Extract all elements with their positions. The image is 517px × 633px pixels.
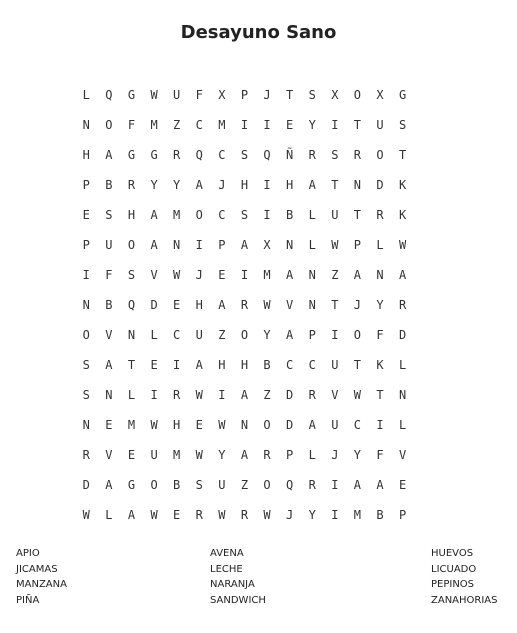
grid-letter[interactable]: W: [150, 88, 158, 102]
grid-letter[interactable]: H: [127, 208, 136, 222]
grid-letter[interactable]: W: [173, 268, 181, 282]
grid-letter[interactable]: B: [376, 508, 384, 522]
grid-letter[interactable]: S: [82, 358, 90, 372]
grid-letter[interactable]: J: [286, 508, 294, 522]
word-item: MANZANA: [16, 579, 67, 590]
grid-letter[interactable]: X: [376, 88, 384, 102]
grid-letter[interactable]: O: [263, 478, 271, 492]
word-item: ZANAHORIAS: [431, 594, 498, 606]
grid-row: [75, 140, 414, 170]
grid-letter[interactable]: T: [127, 358, 136, 372]
grid-letter[interactable]: P: [240, 88, 249, 102]
grid-letter[interactable]: I: [263, 208, 271, 222]
grid-letter[interactable]: L: [308, 208, 316, 222]
grid-letter[interactable]: O: [376, 148, 384, 162]
grid-letter[interactable]: Z: [218, 328, 226, 342]
grid-letter[interactable]: Q: [195, 148, 203, 162]
grid-letter[interactable]: A: [308, 418, 316, 432]
grid-letter[interactable]: C: [218, 208, 226, 222]
grid-letter[interactable]: M: [218, 118, 226, 132]
word-column-1: [16, 546, 67, 608]
grid-letter[interactable]: I: [240, 268, 249, 282]
grid-letter[interactable]: I: [331, 478, 339, 492]
letter-grid: [75, 80, 414, 530]
grid-letter[interactable]: A: [218, 298, 226, 312]
grid-letter[interactable]: D: [286, 418, 294, 432]
grid-row: [75, 350, 414, 380]
grid-letter[interactable]: P: [398, 508, 407, 522]
word-item: JICAMAS: [16, 563, 58, 575]
grid-row: [75, 500, 414, 530]
grid-row: [75, 380, 414, 410]
grid-letter[interactable]: C: [286, 358, 294, 372]
grid-letter[interactable]: R: [195, 508, 203, 522]
grid-letter[interactable]: R: [82, 448, 90, 462]
grid-letter[interactable]: I: [218, 388, 226, 402]
grid-letter[interactable]: S: [82, 388, 90, 402]
grid-letter[interactable]: N: [353, 178, 362, 192]
grid-letter[interactable]: E: [105, 418, 113, 432]
grid-letter[interactable]: C: [173, 328, 181, 342]
grid-letter[interactable]: V: [398, 448, 407, 462]
grid-letter[interactable]: M: [173, 448, 181, 462]
grid-letter[interactable]: L: [150, 328, 158, 342]
grid-letter[interactable]: P: [286, 448, 294, 462]
grid-letter[interactable]: A: [286, 268, 294, 282]
grid-letter[interactable]: M: [150, 118, 158, 132]
grid-letter[interactable]: A: [105, 148, 113, 162]
grid-letter[interactable]: L: [398, 418, 407, 432]
grid-letter[interactable]: Y: [173, 178, 181, 192]
grid-letter[interactable]: N: [308, 268, 316, 282]
grid-letter[interactable]: P: [308, 328, 316, 342]
grid-letter[interactable]: S: [195, 478, 203, 492]
grid-letter[interactable]: N: [82, 298, 90, 312]
grid-letter[interactable]: E: [173, 508, 181, 522]
grid-letter[interactable]: B: [105, 298, 113, 312]
grid-letter[interactable]: I: [331, 328, 339, 342]
grid-letter[interactable]: K: [376, 358, 384, 372]
grid-letter[interactable]: O: [105, 118, 113, 132]
grid-letter[interactable]: W: [398, 238, 407, 252]
grid-letter[interactable]: A: [150, 208, 158, 222]
grid-letter[interactable]: H: [286, 178, 294, 192]
grid-row: [75, 470, 414, 500]
grid-letter[interactable]: E: [127, 448, 136, 462]
grid-letter[interactable]: H: [195, 298, 203, 312]
grid-letter[interactable]: V: [331, 388, 339, 402]
grid-letter[interactable]: W: [218, 418, 226, 432]
grid-letter[interactable]: S: [105, 208, 113, 222]
grid-letter[interactable]: I: [376, 418, 384, 432]
grid-letter[interactable]: E: [173, 298, 181, 312]
grid-letter[interactable]: B: [105, 178, 113, 192]
grid-letter[interactable]: T: [353, 358, 362, 372]
grid-letter[interactable]: S: [240, 208, 249, 222]
grid-letter[interactable]: P: [82, 238, 90, 252]
grid-letter[interactable]: N: [82, 118, 90, 132]
grid-letter[interactable]: I: [263, 178, 271, 192]
grid-row: [75, 410, 414, 440]
grid-letter[interactable]: K: [398, 208, 407, 222]
grid-letter[interactable]: A: [240, 238, 249, 252]
grid-letter[interactable]: X: [218, 88, 226, 102]
grid-letter[interactable]: F: [105, 268, 113, 282]
grid-letter[interactable]: A: [376, 478, 384, 492]
grid-letter[interactable]: D: [398, 328, 407, 342]
grid-letter[interactable]: P: [218, 238, 226, 252]
grid-letter[interactable]: M: [173, 208, 181, 222]
grid-letter[interactable]: M: [353, 508, 362, 522]
grid-letter[interactable]: Y: [308, 508, 316, 522]
grid-letter[interactable]: A: [105, 358, 113, 372]
grid-letter[interactable]: W: [263, 298, 271, 312]
grid-row: [75, 260, 414, 290]
grid-letter[interactable]: R: [376, 208, 384, 222]
grid-letter[interactable]: A: [353, 268, 362, 282]
grid-letter[interactable]: U: [331, 208, 339, 222]
grid-letter[interactable]: Ñ: [286, 148, 294, 162]
grid-letter[interactable]: M: [127, 418, 136, 432]
grid-letter[interactable]: L: [308, 448, 316, 462]
grid-letter[interactable]: X: [331, 88, 339, 102]
word-item: LECHE: [210, 563, 243, 575]
grid-row: [75, 320, 414, 350]
grid-letter[interactable]: T: [353, 118, 362, 132]
grid-letter[interactable]: L: [376, 238, 384, 252]
grid-letter[interactable]: R: [353, 148, 362, 162]
grid-letter[interactable]: L: [127, 388, 136, 402]
grid-letter[interactable]: F: [127, 118, 136, 132]
grid-letter[interactable]: O: [127, 238, 136, 252]
grid-letter[interactable]: S: [308, 88, 316, 102]
grid-letter[interactable]: M: [263, 268, 271, 282]
grid-letter[interactable]: A: [353, 478, 362, 492]
grid-letter[interactable]: U: [331, 418, 339, 432]
grid-letter[interactable]: R: [240, 298, 249, 312]
grid-letter[interactable]: W: [195, 388, 203, 402]
grid-letter[interactable]: E: [286, 118, 294, 132]
grid-letter[interactable]: Z: [173, 118, 181, 132]
grid-letter[interactable]: G: [150, 148, 158, 162]
grid-letter[interactable]: H: [173, 418, 181, 432]
grid-letter[interactable]: A: [105, 478, 113, 492]
word-item: SANDWICH: [210, 594, 266, 606]
grid-row: [75, 110, 414, 140]
grid-letter[interactable]: P: [353, 238, 362, 252]
grid-letter[interactable]: B: [286, 208, 294, 222]
word-item: HUEVOS: [431, 548, 474, 559]
grid-letter[interactable]: I: [263, 118, 271, 132]
grid-letter[interactable]: E: [218, 268, 226, 282]
grid-letter[interactable]: N: [376, 268, 384, 282]
grid-letter[interactable]: J: [218, 178, 226, 192]
grid-letter[interactable]: T: [353, 208, 362, 222]
grid-letter[interactable]: U: [331, 358, 339, 372]
grid-letter[interactable]: G: [127, 88, 136, 102]
grid-letter[interactable]: N: [286, 238, 294, 252]
grid-letter[interactable]: W: [82, 508, 90, 522]
grid-letter[interactable]: O: [195, 208, 203, 222]
grid-letter[interactable]: J: [331, 448, 339, 462]
word-item: NARANJA: [210, 579, 255, 590]
grid-letter[interactable]: L: [82, 88, 90, 102]
grid-letter[interactable]: I: [331, 508, 339, 522]
grid-letter[interactable]: I: [195, 238, 203, 252]
grid-letter[interactable]: S: [398, 118, 407, 132]
grid-letter[interactable]: D: [82, 478, 90, 492]
grid-letter[interactable]: V: [150, 268, 158, 282]
grid-letter[interactable]: F: [376, 328, 384, 342]
grid-letter[interactable]: Y: [308, 118, 316, 132]
grid-letter[interactable]: R: [308, 478, 316, 492]
grid-letter[interactable]: Z: [263, 388, 271, 402]
grid-letter[interactable]: S: [127, 268, 136, 282]
grid-letter[interactable]: W: [150, 508, 158, 522]
grid-letter[interactable]: Q: [263, 148, 271, 162]
grid-letter[interactable]: R: [263, 448, 271, 462]
grid-letter[interactable]: Q: [105, 88, 113, 102]
grid-letter[interactable]: J: [195, 268, 203, 282]
grid-row: [75, 290, 414, 320]
grid-letter[interactable]: I: [240, 118, 249, 132]
grid-letter[interactable]: A: [286, 328, 294, 342]
grid-letter[interactable]: O: [150, 478, 158, 492]
grid-letter[interactable]: N: [398, 388, 407, 402]
word-item: PEPINOS: [431, 579, 475, 590]
grid-letter[interactable]: I: [150, 388, 158, 402]
grid-letter[interactable]: O: [263, 418, 271, 432]
grid-letter[interactable]: A: [308, 178, 316, 192]
word-column-3: [431, 546, 498, 608]
grid-letter[interactable]: N: [308, 298, 316, 312]
grid-row: [75, 440, 414, 470]
grid-letter[interactable]: C: [195, 118, 203, 132]
grid-letter[interactable]: R: [398, 298, 407, 312]
grid-letter[interactable]: W: [218, 508, 226, 522]
grid-letter[interactable]: G: [127, 478, 136, 492]
grid-letter[interactable]: U: [376, 118, 384, 132]
grid-letter[interactable]: Q: [127, 298, 136, 312]
word-item: PIÑA: [16, 594, 40, 606]
puzzle-title: Desayuno Sano: [180, 22, 337, 43]
grid-letter[interactable]: H: [82, 148, 90, 162]
grid-letter[interactable]: H: [240, 358, 249, 372]
grid-letter[interactable]: N: [127, 328, 136, 342]
grid-letter[interactable]: S: [331, 148, 339, 162]
grid-letter[interactable]: R: [308, 388, 316, 402]
grid-letter[interactable]: E: [195, 418, 203, 432]
grid-letter[interactable]: A: [195, 358, 203, 372]
grid-letter[interactable]: V: [105, 328, 113, 342]
grid-letter[interactable]: H: [240, 178, 249, 192]
grid-letter[interactable]: E: [82, 208, 90, 222]
grid-letter[interactable]: U: [195, 328, 203, 342]
grid-letter[interactable]: I: [173, 358, 181, 372]
grid-letter[interactable]: X: [263, 238, 271, 252]
grid-letter[interactable]: F: [376, 448, 384, 462]
grid-letter[interactable]: A: [240, 448, 249, 462]
grid-letter[interactable]: U: [150, 448, 158, 462]
grid-letter[interactable]: U: [218, 478, 226, 492]
grid-letter[interactable]: J: [263, 88, 271, 102]
grid-letter[interactable]: A: [240, 388, 249, 402]
grid-letter[interactable]: T: [331, 298, 339, 312]
word-list: [0, 546, 517, 616]
grid-letter[interactable]: P: [82, 178, 90, 192]
grid-letter[interactable]: T: [376, 388, 384, 402]
grid-letter[interactable]: O: [82, 328, 90, 342]
grid-letter[interactable]: B: [173, 478, 181, 492]
grid-letter[interactable]: Y: [218, 448, 226, 462]
grid-letter[interactable]: S: [240, 148, 249, 162]
word-item: APIO: [16, 548, 40, 559]
grid-letter[interactable]: O: [353, 88, 362, 102]
grid-letter[interactable]: W: [195, 448, 203, 462]
grid-letter[interactable]: R: [127, 178, 136, 192]
grid-letter[interactable]: K: [398, 178, 407, 192]
grid-letter[interactable]: C: [218, 148, 226, 162]
grid-letter[interactable]: Y: [263, 328, 271, 342]
grid-letter[interactable]: A: [195, 178, 203, 192]
grid-letter[interactable]: A: [127, 508, 136, 522]
grid-letter[interactable]: N: [173, 238, 181, 252]
grid-letter[interactable]: B: [263, 358, 271, 372]
word-column-2: [210, 546, 266, 608]
grid-letter[interactable]: W: [150, 418, 158, 432]
grid-row: [75, 230, 414, 260]
grid-letter[interactable]: Y: [353, 448, 362, 462]
grid-letter[interactable]: J: [353, 298, 362, 312]
grid-letter[interactable]: Z: [331, 268, 339, 282]
grid-letter[interactable]: A: [150, 238, 158, 252]
grid-letter[interactable]: U: [105, 238, 113, 252]
grid-letter[interactable]: G: [127, 148, 136, 162]
grid-letter[interactable]: D: [150, 298, 158, 312]
grid-letter[interactable]: V: [286, 298, 294, 312]
grid-letter[interactable]: U: [173, 88, 181, 102]
grid-letter[interactable]: L: [398, 358, 407, 372]
grid-letter[interactable]: D: [376, 178, 384, 192]
grid-letter[interactable]: Y: [376, 298, 384, 312]
grid-letter[interactable]: I: [331, 118, 339, 132]
grid-letter[interactable]: R: [173, 388, 181, 402]
grid-letter[interactable]: R: [173, 148, 181, 162]
grid-letter[interactable]: E: [150, 358, 158, 372]
grid-letter[interactable]: V: [105, 448, 113, 462]
grid-letter[interactable]: H: [218, 358, 226, 372]
grid-row: [75, 80, 414, 110]
grid-row: [75, 200, 414, 230]
grid-letter[interactable]: R: [240, 508, 249, 522]
grid-letter[interactable]: Z: [240, 478, 249, 492]
grid-letter[interactable]: O: [240, 328, 249, 342]
grid-row: [75, 170, 414, 200]
grid-letter[interactable]: C: [353, 418, 362, 432]
grid-letter[interactable]: O: [353, 328, 362, 342]
grid-letter[interactable]: T: [286, 88, 294, 102]
grid-letter[interactable]: R: [308, 148, 316, 162]
grid-letter[interactable]: C: [308, 358, 316, 372]
grid-letter[interactable]: N: [105, 388, 113, 402]
grid-letter[interactable]: Q: [286, 478, 294, 492]
grid-letter[interactable]: L: [105, 508, 113, 522]
grid-letter[interactable]: G: [398, 88, 407, 102]
grid-letter[interactable]: F: [195, 88, 203, 102]
grid-letter[interactable]: W: [353, 388, 362, 402]
grid-letter[interactable]: W: [331, 238, 339, 252]
grid-letter[interactable]: Y: [150, 178, 158, 192]
grid-letter[interactable]: N: [240, 418, 249, 432]
grid-letter[interactable]: T: [398, 148, 407, 162]
grid-letter[interactable]: T: [331, 178, 339, 192]
word-item: AVENA: [210, 548, 244, 559]
grid-letter[interactable]: W: [263, 508, 271, 522]
grid-letter[interactable]: D: [286, 388, 294, 402]
grid-letter[interactable]: L: [308, 238, 316, 252]
word-item: LICUADO: [431, 563, 477, 575]
grid-letter[interactable]: A: [398, 268, 407, 282]
grid-letter[interactable]: I: [82, 268, 90, 282]
grid-letter[interactable]: E: [398, 478, 407, 492]
grid-letter[interactable]: N: [82, 418, 90, 432]
